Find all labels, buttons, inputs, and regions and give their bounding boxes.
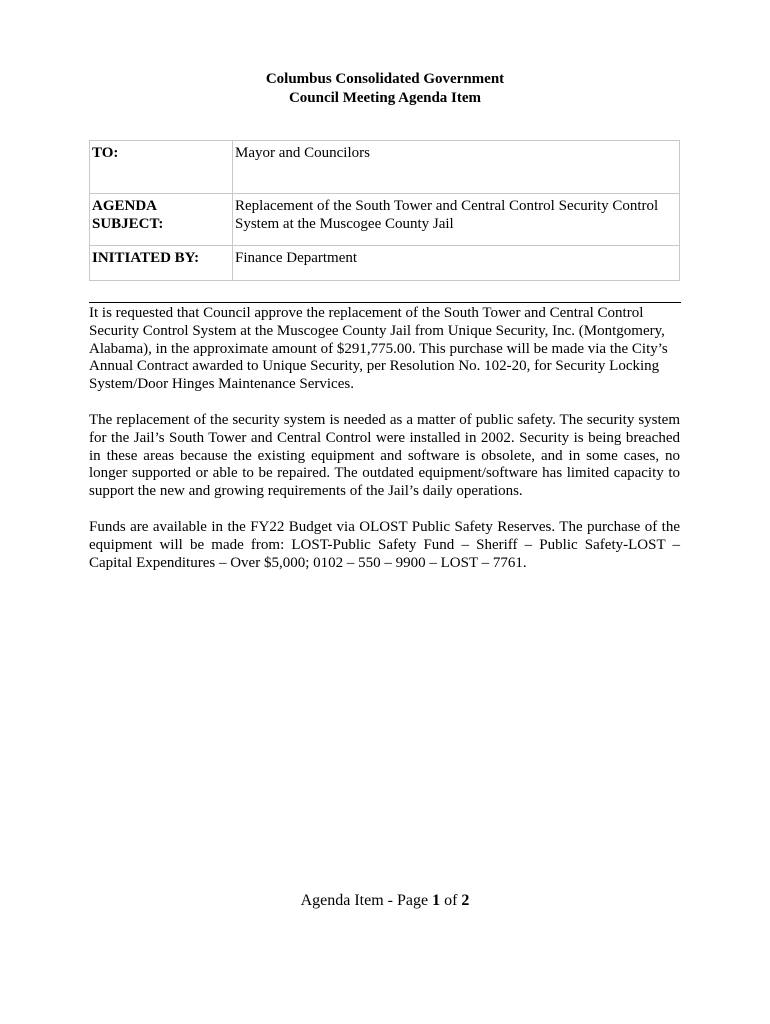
- initiated-label-cell: [90, 246, 233, 281]
- agenda-info-table: [89, 140, 680, 281]
- initiated-label: INITIATED BY:: [92, 250, 200, 266]
- subject-label: [92, 194, 232, 233]
- subject-label-cell: [90, 194, 233, 246]
- to-value: Mayor and Councilors: [235, 145, 370, 161]
- document-body: [89, 305, 680, 590]
- paragraph-request: It is requested that Council approve the replacement of the South Tower and Central Control Security Control System at the Muscogee County Jail from Unique Security, Inc. (Montgomery, Alabama), in the approximate amount of $291,775.00. This purchase will be made via the City’s Annual Contract awarded to Unique Security, per Resolution No. 102-20, for Security Locking System/Door Hinges Maintenance Services.: [89, 305, 668, 393]
- subject-value-line1: Replacement of the South Tower and Central Control Security Control: [235, 198, 659, 214]
- organization-title: Columbus Consolidated Government: [265, 71, 505, 87]
- footer-prefix: Agenda Item - Page: [300, 892, 433, 909]
- initiated-value-cell: [233, 246, 680, 281]
- subject-value: [235, 194, 677, 233]
- section-divider: [89, 302, 681, 303]
- document-header: [0, 70, 770, 108]
- footer-page-total: 2: [461, 892, 470, 909]
- table-row-subject: [90, 194, 680, 246]
- to-label: TO:: [92, 145, 119, 161]
- paragraph-justification: The replacement of the security system is needed as a matter of public safety. The security system for the Jail’s South Tower and Central Control were installed in 2002. Security is being breached in these areas because the existing equipment and software is obsolete, and in some cases, no longer supported or able to be repaired. The outdated equipment/software has limited capacity to support the new and growing requirements of the Jail’s daily operations.: [89, 411, 680, 500]
- footer-of: of: [440, 892, 462, 909]
- initiated-value: Finance Department: [235, 250, 358, 266]
- subject-label-line2: SUBJECT:: [92, 216, 164, 232]
- page-footer: [0, 892, 770, 910]
- subject-value-cell: [233, 194, 680, 246]
- subject-value-line2: System at the Muscogee County Jail: [235, 216, 454, 232]
- paragraph-funding: Funds are available in the FY22 Budget via OLOST Public Safety Reserves. The purchase of the equipment will be made from: LOST-Public Safety Fund – Sheriff – Public Safety-LOST – Capital Expenditures – Over $5,000; 0102 – 550 – 9900 – LOST – 7761.: [89, 518, 680, 571]
- table-row-to: [90, 141, 680, 194]
- subject-label-line1: AGENDA: [92, 198, 158, 214]
- footer-page-number: 1: [432, 892, 441, 909]
- to-value-cell: [233, 141, 680, 194]
- document-title: Council Meeting Agenda Item: [288, 90, 482, 106]
- to-label-cell: [90, 141, 233, 194]
- table-row-initiated: [90, 246, 680, 281]
